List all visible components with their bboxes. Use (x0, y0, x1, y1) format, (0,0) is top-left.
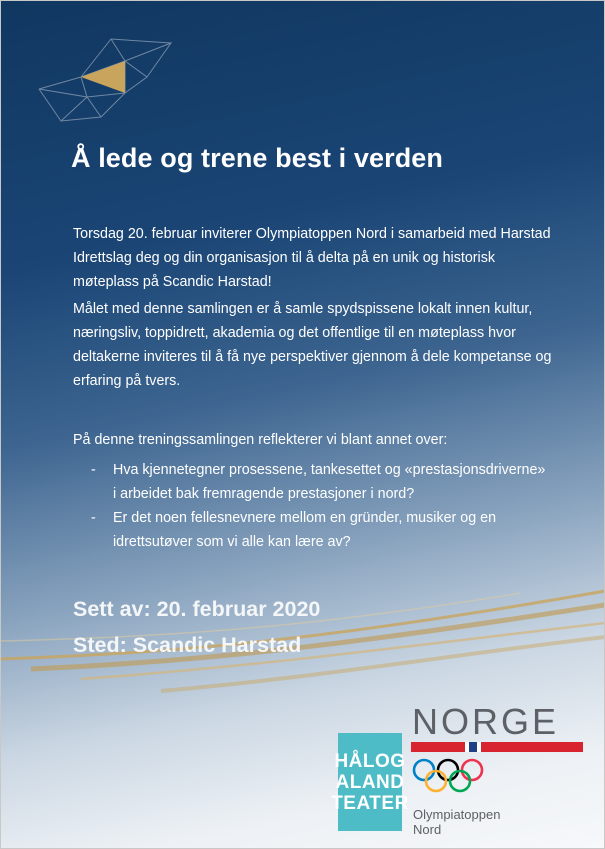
olympic-rings-icon (411, 757, 491, 795)
halogaland-teater-logo (331, 733, 409, 831)
gold-triangle (81, 61, 125, 93)
list-item: - Hva kjennetegner prosessene, tankesettet og «prestasjonsdriverne» i arbeidet bak fremragende prestasjoner i nord? (91, 458, 551, 506)
reflection-list (91, 458, 551, 554)
norwegian-flag-stripe (411, 742, 583, 752)
olympiatoppen-line: Olympiatoppen (413, 807, 501, 822)
intro-paragraph: Torsdag 20. februar inviterer Olympiatoppen Nord i samarbeid med Harstad Idrettslag deg og din organisasjon til å delta på en unik og historisk møteplass på Scandic Harstad! (73, 226, 551, 290)
poster-title: Å lede og trene best i verden (71, 143, 444, 173)
logo-line: ALAND (335, 771, 405, 793)
geometric-triangles-decoration (1, 1, 201, 141)
event-location: Sted: Scandic Harstad (73, 633, 302, 657)
norge-wordmark: NORGE (412, 701, 560, 742)
goal-paragraph: Målet med denne samlingen er å samle spydspissene lokalt innen kultur, næringsliv, toppidrett, akademia og det offentlige til en møteplass hvor deltakerne inviteres til å få nye perspektiver gjennom å dele kompetanse og erfaring på tvers. (73, 301, 552, 389)
nord-line: Nord (413, 822, 442, 837)
olympiatoppen-nord-label (413, 807, 500, 837)
logo-line: HÅLOG (334, 750, 406, 772)
list-item: - Er det noen fellesnevnere mellom en gründer, musiker og en idrettsutøver som vi alle kan lære av? (91, 506, 551, 554)
reflection-intro: På denne treningssamlingen reflekterer vi blant annet over: (73, 432, 448, 448)
event-date: Sett av: 20. februar 2020 (73, 597, 321, 621)
logo-line: TEATER (331, 792, 409, 814)
